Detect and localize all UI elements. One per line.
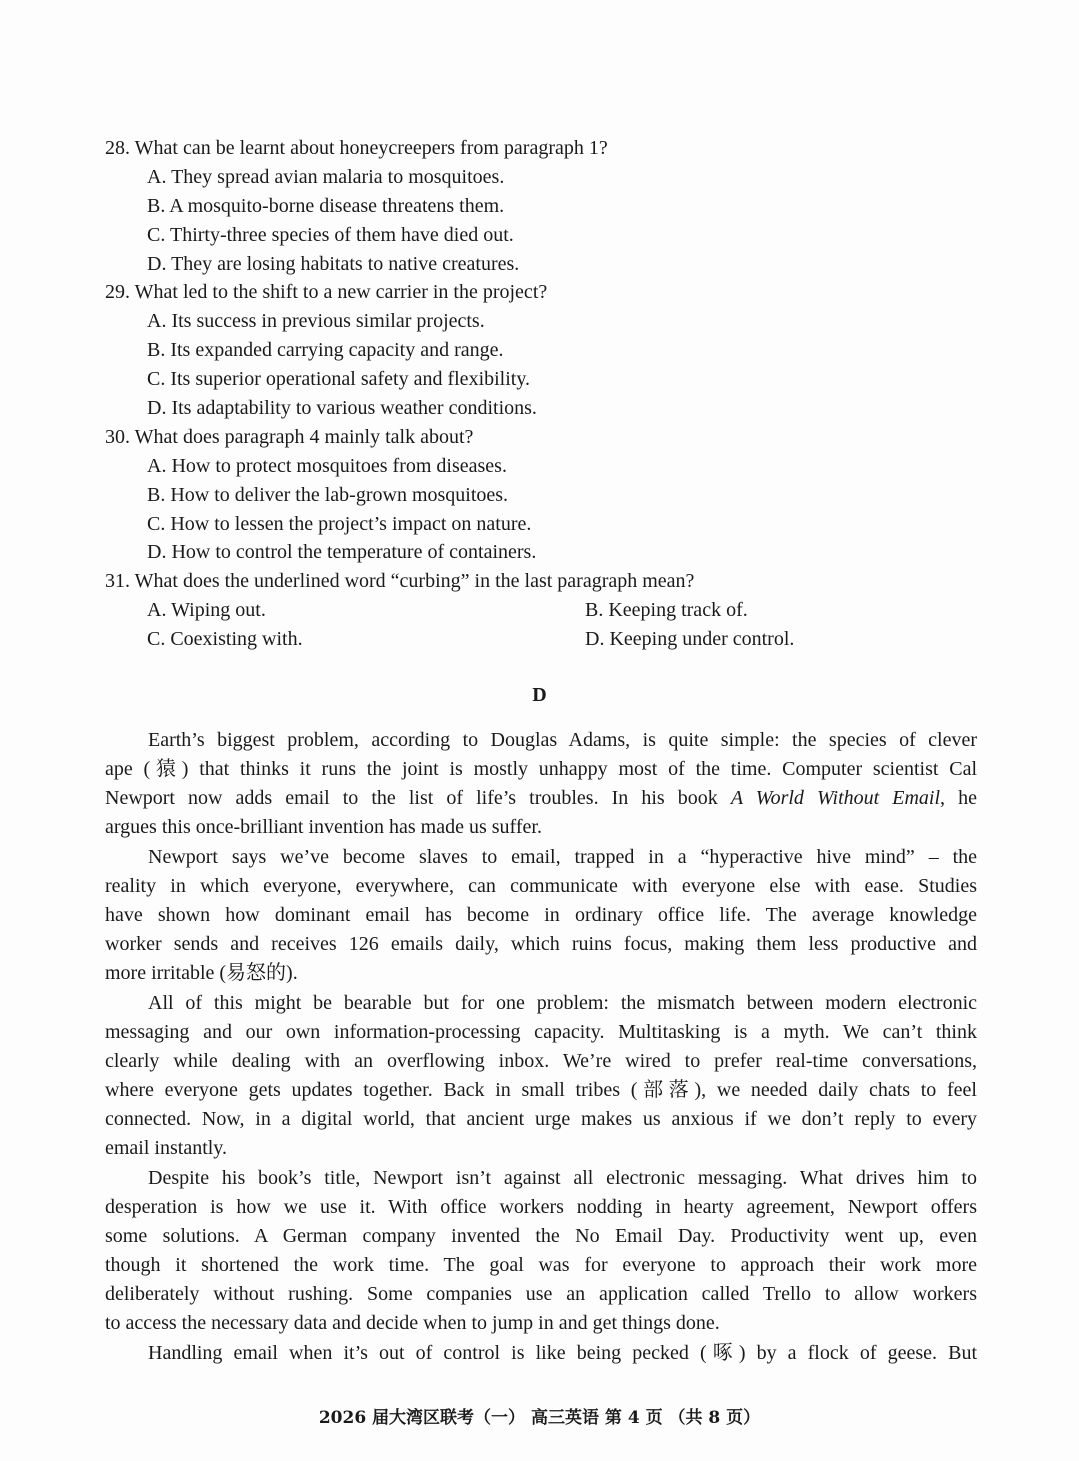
paragraph-line: though it shortened the work time. The goal was for everyone to approach their work more [105,1254,977,1276]
paragraph-line: ape (猿) that thinks it runs the joint is mostly unhappy most of the time. Computer scientist Cal [105,758,977,780]
page-footer: 2026 届大湾区联考（一） 高三英语 第 4 页 （共 8 页） [318,1408,761,1428]
paragraph-line: All of this might be bearable but for one problem: the mismatch between modern electronic [148,992,977,1014]
paragraph-line: argues this once-brilliant invention has made us suffer. [105,816,542,838]
paragraph-line: Despite his book’s title, Newport isn’t against all electronic messaging. What drives him to [148,1167,977,1189]
paragraph [105,726,977,842]
option: D. Its adaptability to various weather conditions. [147,397,537,420]
option: B. Keeping track of. [585,599,748,622]
paragraph-line: desperation is how we use it. With office workers nodding in hearty agreement, Newport offers [105,1196,977,1218]
paragraph-line: messaging and our own information-processing capacity. Multitasking is a myth. We can’t think [105,1021,977,1043]
option: A. Its success in previous similar projects. [147,310,485,333]
option: C. Thirty-three species of them have died out. [147,223,514,246]
paragraph-line: Earth’s biggest problem, according to Douglas Adams, is quite simple: the species of clever [148,729,977,751]
question-stem: 29. What led to the shift to a new carrier in the project? [105,281,548,304]
option: B. Its expanded carrying capacity and range. [147,339,504,362]
option: A. How to protect mosquitoes from diseases. [147,454,507,477]
paragraph-line: email instantly. [105,1137,228,1159]
paragraph-line: more irritable (易怒的). [105,962,298,984]
paragraph-line: reality in which everyone, everywhere, can communicate with everyone else with ease. Studies [105,875,977,897]
option: D. They are losing habitats to native creatures. [147,252,520,275]
question-29 [105,278,985,422]
question-28 [105,134,985,278]
option: C. Coexisting with. [147,628,303,651]
option: D. Keeping under control. [585,628,795,651]
paragraph-line: deliberately without rushing. Some companies use an application called Trello to allow workers [105,1283,977,1305]
option: D. How to control the temperature of containers. [147,541,537,564]
paragraph-line: Newport now adds email to the list of life’s troubles. In his book A World Without Email, he [105,787,977,809]
question-31 [105,567,985,654]
paragraph-line: Newport says we’ve become slaves to email, trapped in a “hyperactive hive mind” – the [148,846,977,868]
paragraph-line: worker sends and receives 126 emails daily, which ruins focus, making them less productive and [105,933,977,955]
question-30 [105,423,985,567]
option: B. How to deliver the lab-grown mosquitoes. [147,483,509,506]
option: C. How to lessen the project’s impact on nature. [147,512,532,535]
paragraph-line: some solutions. A German company invented the No Email Day. Productivity went up, even [105,1225,977,1247]
option-row [105,596,985,625]
option: A. They spread avian malaria to mosquitoes. [147,165,505,188]
paragraph-line: where everyone gets updates together. Back in small tribes (部落), we needed daily chats to feel [105,1079,977,1101]
paragraph-line: clearly while dealing with an overflowing inbox. We’re wired to prefer real-time conversations, [105,1050,977,1072]
question-stem: 30. What does paragraph 4 mainly talk about? [105,425,474,448]
option: C. Its superior operational safety and flexibility. [147,368,531,391]
paragraph [105,989,977,1163]
option: B. A mosquito-borne disease threatens them. [147,194,505,217]
question-list [105,134,985,654]
paragraph-line: to access the necessary data and decide when to jump in and get things done. [105,1312,720,1334]
paragraph-line: connected. Now, in a digital world, that ancient urge makes us anxious if we don’t reply to every [105,1108,977,1130]
paragraph [105,1164,977,1338]
reading-passage [105,726,977,1369]
option-row [105,625,985,654]
question-stem: 31. What does the underlined word “curbing” in the last paragraph mean? [105,570,695,593]
paragraph-line: have shown how dominant email has become in ordinary office life. The average knowledge [105,904,977,926]
option: A. Wiping out. [147,599,266,622]
question-stem: 28. What can be learnt about honeycreepers from paragraph 1? [105,137,608,159]
paragraph [105,843,977,988]
section-heading: D [532,684,547,706]
paragraph [105,1339,977,1368]
paragraph-line: Handling email when it’s out of control is like being pecked (啄) by a flock of geese. But [148,1342,977,1364]
